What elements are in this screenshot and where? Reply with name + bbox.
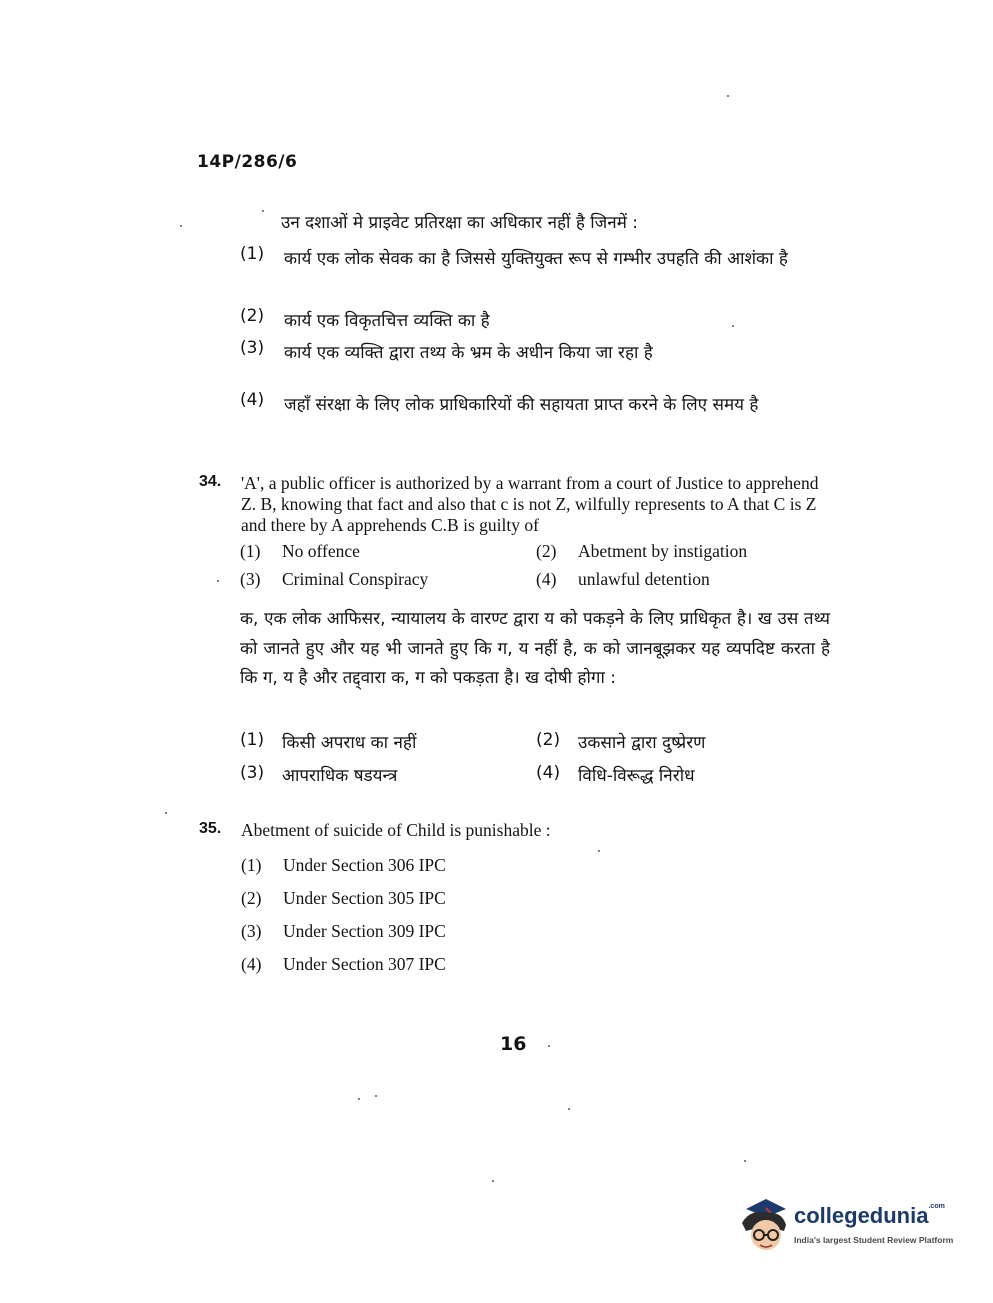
scan-speck <box>492 1180 494 1182</box>
q34-option <box>536 541 800 562</box>
option-number: (1) <box>240 541 261 561</box>
q33-hindi-option <box>240 306 844 336</box>
q34-hindi-option <box>240 763 536 786</box>
option-number: (1) <box>240 244 265 264</box>
scan-speck <box>262 210 264 212</box>
option-number: (3) <box>241 921 262 941</box>
q35-option <box>241 921 446 942</box>
q35-option <box>241 954 446 975</box>
option-text: Abetment by instigation <box>578 541 748 561</box>
option-number: (4) <box>536 569 557 589</box>
scan-speck <box>548 1045 550 1047</box>
q35-options <box>241 855 446 987</box>
option-number: (4) <box>536 763 561 783</box>
q34-options <box>240 541 800 590</box>
option-number: (2) <box>241 888 262 908</box>
option-number: (1) <box>241 855 262 875</box>
option-text: No offence <box>282 541 360 561</box>
student-mascot-icon <box>736 1195 792 1255</box>
option-text: किसी अपराध का नहीं <box>282 733 417 753</box>
option-number: (2) <box>536 541 557 561</box>
scan-speck <box>732 325 734 327</box>
option-text: unlawful detention <box>578 569 710 589</box>
option-number: (1) <box>240 730 265 750</box>
option-text: कार्य एक व्यक्ति द्वारा तथ्य के भ्रम के अधीन किया जा रहा है <box>284 343 653 363</box>
q33-hindi-stem: उन दशाओं मे प्राइवेट प्रतिरक्षा का अधिकार नहीं है जिनमें : <box>281 213 639 233</box>
q33-hindi-option <box>240 390 844 420</box>
q34-option <box>240 541 536 562</box>
option-text: विधि-विरूद्ध निरोध <box>578 766 695 786</box>
q35-stem <box>199 820 831 841</box>
page-number: 16 <box>500 1033 527 1055</box>
scan-speck <box>744 1160 746 1162</box>
q34-hindi-option <box>240 730 536 753</box>
option-text: आपराधिक षडयन्त्र <box>282 766 398 786</box>
question-text: Abetment of suicide of Child is punishable : <box>241 820 551 840</box>
option-text: जहाँ संरक्षा के लिए लोक प्राधिकारियों की सहायता प्राप्त करने के लिए समय है <box>284 395 759 415</box>
scan-speck <box>358 1098 360 1100</box>
option-number: (2) <box>536 730 561 750</box>
option-text: Under Section 307 IPC <box>283 954 446 974</box>
option-text: Under Section 309 IPC <box>283 921 446 941</box>
brand-tagline: India's largest Student Review Platform <box>794 1235 954 1245</box>
q34-hindi-stem: क, एक लोक आफिसर, न्यायालय के वारण्ट द्वारा य को पकड़ने के लिए प्राधिकृत है। ख उस तथ्य को जानते हुए और यह भी जानते हुए कि ग, य नहीं है, क को जानबूझकर यह व्यपदिष्ट करता है कि ग, य है और तद्द्वारा क, ग को पकड़ता है। ख दोषी होगा : <box>240 609 830 688</box>
question-number: 35. <box>199 820 222 837</box>
q33-hindi-option <box>240 338 844 368</box>
option-number: (3) <box>240 569 261 589</box>
collegedunia-watermark <box>736 1195 966 1257</box>
brand-suffix: .com <box>928 1203 945 1210</box>
option-text: Under Section 305 IPC <box>283 888 446 908</box>
option-number: (4) <box>241 954 262 974</box>
q35-option <box>241 888 446 909</box>
q34-stem <box>199 473 831 536</box>
option-number: (4) <box>240 390 265 410</box>
q34-option <box>240 569 536 590</box>
brand-text: collegedunia <box>794 1203 929 1228</box>
q33-hindi-option <box>240 244 844 274</box>
option-text: उकसाने द्वारा दुष्प्रेरण <box>578 733 706 753</box>
scan-speck <box>568 1108 570 1110</box>
option-text: कार्य एक लोक सेवक का है जिससे युक्तियुक्त रूप से गम्भीर उपहति की आशंका है <box>284 249 788 269</box>
scan-speck <box>180 225 182 227</box>
question-text: 'A', a public officer is authorized by a warrant from a court of Justice to apprehend Z. B, knowing that fact and also that c is not Z, wilfully represents to A that C is Z and there by A apprehends C.B is guilty of <box>241 473 819 535</box>
q35-option <box>241 855 446 876</box>
option-number: (3) <box>240 338 265 358</box>
brand-name <box>794 1203 945 1229</box>
option-text: कार्य एक विकृतचित्त व्यक्ति का है <box>284 311 490 331</box>
scan-speck <box>217 580 219 582</box>
scan-speck <box>727 95 729 97</box>
question-number: 34. <box>199 473 222 490</box>
q34-hindi-options <box>240 730 800 786</box>
paper-code: 14P/286/6 <box>197 152 298 172</box>
option-number: (3) <box>240 763 265 783</box>
scan-speck <box>598 850 600 852</box>
scan-speck <box>165 812 167 814</box>
q34-hindi-option <box>536 730 800 753</box>
option-number: (2) <box>240 306 265 326</box>
scan-speck <box>375 1095 377 1097</box>
q34-option <box>536 569 800 590</box>
q34-hindi-option <box>536 763 800 786</box>
option-text: Criminal Conspiracy <box>282 569 429 589</box>
option-text: Under Section 306 IPC <box>283 855 446 875</box>
